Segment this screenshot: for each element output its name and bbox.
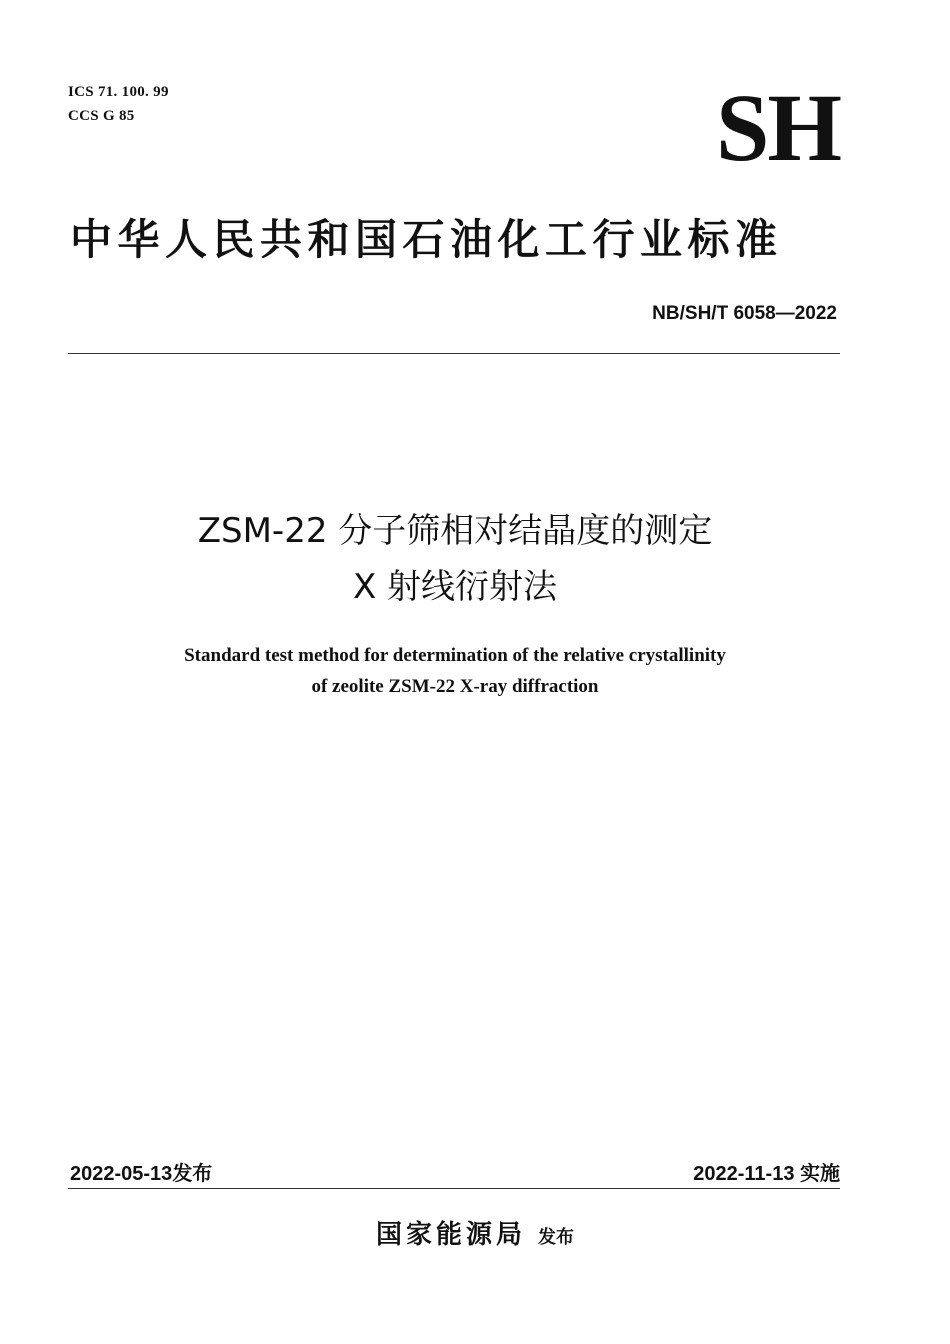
- chinese-title-line-2: X 射线衍射法: [352, 567, 558, 607]
- issue-date-block: [70, 1158, 212, 1189]
- ccs-code: CCS G 85: [68, 108, 135, 124]
- implementation-label: 实施: [800, 1161, 840, 1185]
- issuing-organization: 国家能源局: [375, 1220, 526, 1250]
- sh-logo: SH: [715, 74, 840, 181]
- issuer-block: [0, 1215, 950, 1258]
- implementation-date-block: [693, 1158, 840, 1189]
- english-title-line-2: of zeolite ZSM-22 X-ray diffraction: [311, 676, 599, 697]
- chinese-title-line-1: ZSM-22 分子筛相对结晶度的测定: [197, 511, 713, 551]
- industry-standard-title: 中华人民共和国石油化工行业标准: [70, 215, 783, 264]
- standard-number: NB/SH/T 6058—2022: [652, 303, 837, 324]
- top-divider: [68, 353, 840, 354]
- implementation-date: 2022-11-13: [693, 1163, 795, 1185]
- issuer-label: 发布: [538, 1227, 574, 1248]
- issue-label: 发布: [172, 1161, 213, 1185]
- bottom-divider: [68, 1188, 840, 1189]
- issue-date: 2022-05-13: [70, 1163, 173, 1185]
- ics-code: ICS 71. 100. 99: [68, 84, 169, 100]
- english-title-line-1: Standard test method for determination of the relative crystallinity: [184, 645, 726, 666]
- classification-codes: [68, 80, 169, 128]
